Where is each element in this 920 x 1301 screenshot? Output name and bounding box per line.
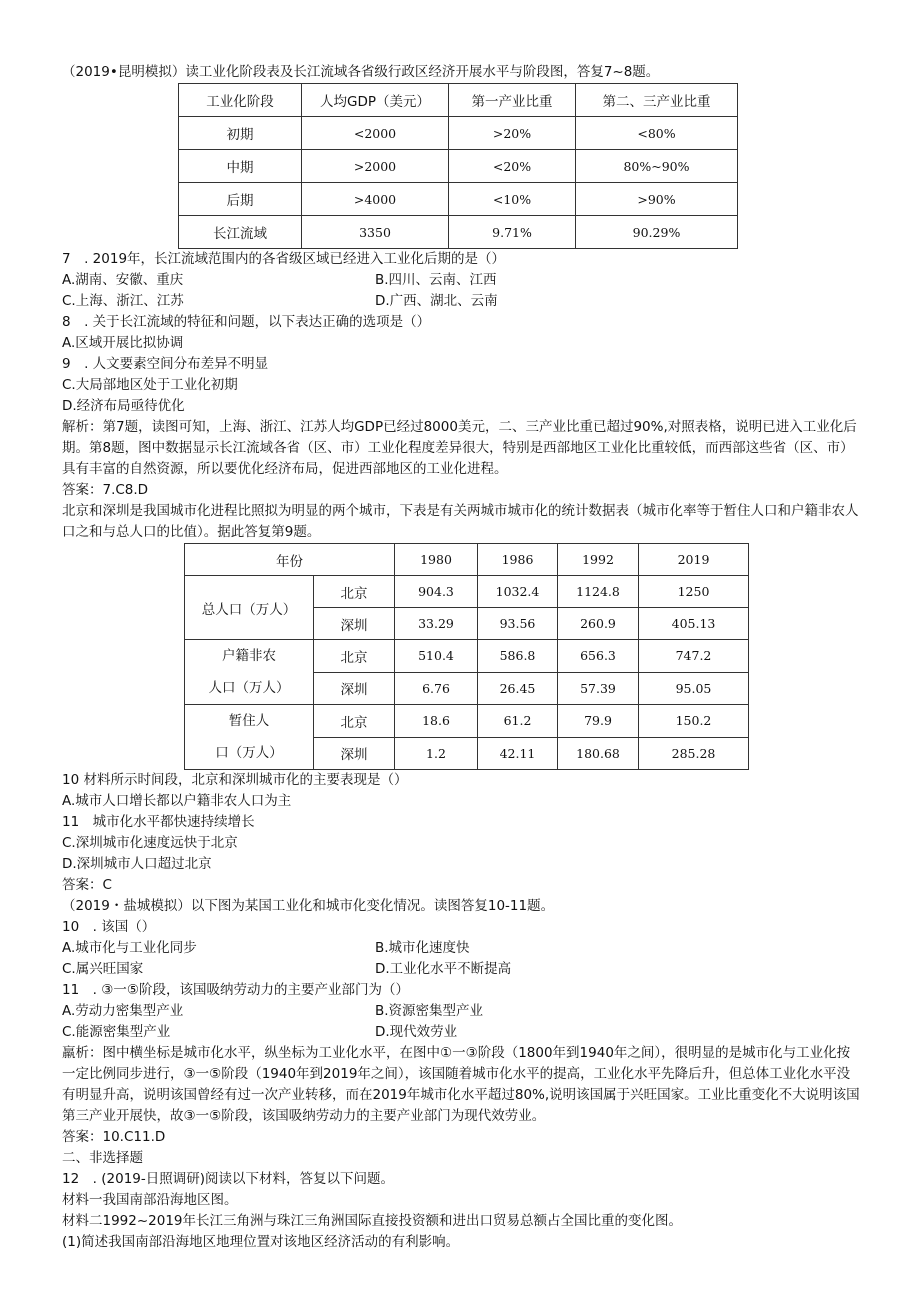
q7-options-row <box>62 291 862 312</box>
material-two: 材料二1992~2019年长江三角洲与珠江三角洲国际直接投资额和进出口贸易总额占全国比重的变化图。 <box>62 1213 683 1229</box>
table-cell: 3350 <box>302 216 449 249</box>
table-header-cell: 第二、三产业比重 <box>576 84 738 117</box>
q11-options-row <box>62 1001 862 1022</box>
answer-q10-q11: 答案：10.C11.D <box>62 1129 166 1145</box>
table-cell: 405.13 <box>639 608 749 640</box>
analysis-q10-q11: 羸析：图中横坐标是城市化水平，纵坐标为工业化水平，在图中①一③阶段（1800年到1940年之间），很明显的是城市化与工业化按一定比例同步进行，③一⑤阶段（1940年到2019年之间），该国随着城市化水平的提高，工业化水平先降后升，但总体工业化水平没有明显升高，说明该国曾经有过一次产业转移，而在2019年城市化水平超过80%,说明该国属于兴旺国家。工业比重变化不大说明该国第三产业开展快，故③一⑤阶段，该国吸纳劳动力的主要产业部门为现代效劳业。 <box>62 1045 860 1124</box>
group-label-cell <box>185 640 314 705</box>
q12-intro: 12 . (2019-日照调研)阅读以下材料，答复以下问题。 <box>62 1171 395 1187</box>
table-cell: >2000 <box>302 150 449 183</box>
city-cell: 深圳 <box>314 608 395 640</box>
table-cell: 90.29% <box>576 216 738 249</box>
q11-option-a: A.劳动力密集型产业 <box>62 1003 184 1019</box>
q10b-option-d: D.工业化水平不断提高 <box>375 961 512 977</box>
q10b-stem: 10 . 该国（） <box>62 919 156 935</box>
q8-option-b: 9 . 人文要素空间分布差异不明显 <box>62 356 269 372</box>
table-row <box>179 216 738 249</box>
table-header-row <box>179 84 738 117</box>
table-header-cell: 年份 <box>185 544 395 576</box>
table-cell: 1124.8 <box>558 576 639 608</box>
city-cell: 北京 <box>314 705 395 738</box>
group-label: 总人口（万人） <box>201 601 297 618</box>
table-cell: 57.39 <box>558 672 639 705</box>
q7-options-row <box>62 270 862 291</box>
group-label-line1: 暂住人 <box>228 713 270 729</box>
city-cell: 深圳 <box>314 737 395 770</box>
q7-stem: 7 . 2019年，长江流域范围内的各省级区域已经进入工业化后期的是（） <box>62 251 506 267</box>
group-label-line2: 口（万人） <box>215 745 283 761</box>
table-cell: 1.2 <box>395 737 478 770</box>
table-cell: 510.4 <box>395 640 478 673</box>
urbanization-data-table <box>184 543 749 770</box>
table-cell: >4000 <box>302 183 449 216</box>
industrialization-stage-table <box>178 83 738 249</box>
table-cell: 180.68 <box>558 737 639 770</box>
document-page <box>62 62 862 1253</box>
table-cell: 586.8 <box>478 640 558 673</box>
table-cell: >20% <box>449 117 576 150</box>
table-row <box>185 705 749 738</box>
section-heading: 二、非选择题 <box>62 1150 143 1166</box>
table-row <box>185 576 749 608</box>
q12-part1: (1)简述我国南部沿海地区地理位置对该地区经济活动的有利影响。 <box>62 1234 460 1250</box>
analysis-q7-q8: 解析：第7题，读图可知，上海、浙江、江苏人均GDP已经过8000美元，二、三产业比重已超过90%,对照表格，说明已进入工业化后期。第8题，图中数据显示长江流域各省（区、市）工业化程度差异很大，特别是西部地区工业化比重较低，而西部这些省（区、市）具有丰富的自然资源，所以要优化经济布局，促进西部地区的工业化进程。 <box>62 419 857 477</box>
group-label-line1: 户籍非农 <box>222 648 276 664</box>
table-cell: 747.2 <box>639 640 749 673</box>
city-cell: 北京 <box>314 576 395 608</box>
q10a-option-d: D.深圳城市人口超过北京 <box>62 856 212 872</box>
table-cell: 260.9 <box>558 608 639 640</box>
table-cell: 61.2 <box>478 705 558 738</box>
q10-11-intro: （2019・盐城模拟）以下图为某国工业化和城市化变化情况。读图答复10-11题。 <box>62 898 555 914</box>
answer-q7-q8: 答案：7.C8.D <box>62 482 149 498</box>
group-label-cell <box>185 705 314 770</box>
q9-intro: 北京和深圳是我国城市化进程比照拟为明显的两个城市，下表是有关两城市城市化的统计数据表（城市化率等于暂住人口和户籍非农人口之和与总人口的比值）。据此答复第9题。 <box>62 503 859 540</box>
city-cell: 深圳 <box>314 672 395 705</box>
city-cell: 北京 <box>314 640 395 673</box>
q8-option-d: D.经济布局亟待优化 <box>62 398 185 414</box>
q7-option-c: C.上海、浙江、江苏 <box>62 293 184 309</box>
group-label-cell <box>185 576 314 640</box>
q10a-option-b: 11 城市化水平都快速持续增长 <box>62 814 255 830</box>
table-cell: 33.29 <box>395 608 478 640</box>
table-cell: 1032.4 <box>478 576 558 608</box>
q10b-option-c: C.属兴旺国家 <box>62 961 144 977</box>
q8-stem: 8 . 关于长江流域的特征和问题，以下表达正确的选项是（） <box>62 314 431 330</box>
q10b-options-row <box>62 959 862 980</box>
table-cell: 656.3 <box>558 640 639 673</box>
table-header-cell: 人均GDP（美元） <box>302 84 449 117</box>
table-cell: 904.3 <box>395 576 478 608</box>
table-cell: 中期 <box>179 150 302 183</box>
table-cell: 18.6 <box>395 705 478 738</box>
q10a-option-a: A.城市人口增长都以户籍非农人口为主 <box>62 793 292 809</box>
table-cell: 6.76 <box>395 672 478 705</box>
q7-option-a: A.湖南、安徽、重庆 <box>62 272 184 288</box>
q10b-option-b: B.城市化速度快 <box>375 940 470 956</box>
table-cell: 后期 <box>179 183 302 216</box>
q7-option-d: D.广西、湖北、云南 <box>375 293 498 309</box>
table-cell: 95.05 <box>639 672 749 705</box>
table-row <box>179 150 738 183</box>
answer-q9: 答案：C <box>62 877 112 893</box>
q8-option-a: A.区域开展比拟协调 <box>62 335 184 351</box>
table-cell: 80%~90% <box>576 150 738 183</box>
table-cell: 26.45 <box>478 672 558 705</box>
table-cell: 9.71% <box>449 216 576 249</box>
table-cell: <20% <box>449 150 576 183</box>
table-cell: <2000 <box>302 117 449 150</box>
table-cell: <80% <box>576 117 738 150</box>
table-cell: >90% <box>576 183 738 216</box>
q11-option-b: B.资源密集型产业 <box>375 1003 484 1019</box>
table-cell: 长江流域 <box>179 216 302 249</box>
table-cell: 150.2 <box>639 705 749 738</box>
table-header-cell: 1980 <box>395 544 478 576</box>
q11-option-d: D.现代效劳业 <box>375 1024 458 1040</box>
q11-stem: 11 . ③一⑤阶段，该国吸纳劳动力的主要产业部门为（） <box>62 982 409 998</box>
table-cell: <10% <box>449 183 576 216</box>
table-header-cell: 第一产业比重 <box>449 84 576 117</box>
table-header-cell: 工业化阶段 <box>179 84 302 117</box>
q11-option-c: C.能源密集型产业 <box>62 1024 171 1040</box>
table-cell: 285.28 <box>639 737 749 770</box>
q10a-option-c: C.深圳城市化速度远快于北京 <box>62 835 238 851</box>
table-cell: 79.9 <box>558 705 639 738</box>
table-cell: 初期 <box>179 117 302 150</box>
q11-options-row <box>62 1022 862 1043</box>
table-header-cell: 2019 <box>639 544 749 576</box>
table-header-cell: 1992 <box>558 544 639 576</box>
table-row <box>179 183 738 216</box>
q8-option-c: C.大局部地区处于工业化初期 <box>62 377 238 393</box>
material-one: 材料一我国南部沿海地区图。 <box>62 1192 238 1208</box>
table-row <box>179 117 738 150</box>
q78-intro: （2019•昆明模拟）读工业化阶段表及长江流域各省级行政区经济开展水平与阶段图，答复7~8题。 <box>62 64 660 80</box>
q7-option-b: B.四川、云南、江西 <box>375 272 497 288</box>
q10a-stem: 10 材料所示时间段，北京和深圳城市化的主要表现是（） <box>62 772 408 788</box>
q10b-options-row <box>62 938 862 959</box>
table-cell: 42.11 <box>478 737 558 770</box>
q10b-option-a: A.城市化与工业化同步 <box>62 940 197 956</box>
table-row <box>185 640 749 673</box>
table-header-row <box>185 544 749 576</box>
group-label-line2: 人口（万人） <box>208 680 290 696</box>
table-cell: 1250 <box>639 576 749 608</box>
table-cell: 93.56 <box>478 608 558 640</box>
table-header-cell: 1986 <box>478 544 558 576</box>
